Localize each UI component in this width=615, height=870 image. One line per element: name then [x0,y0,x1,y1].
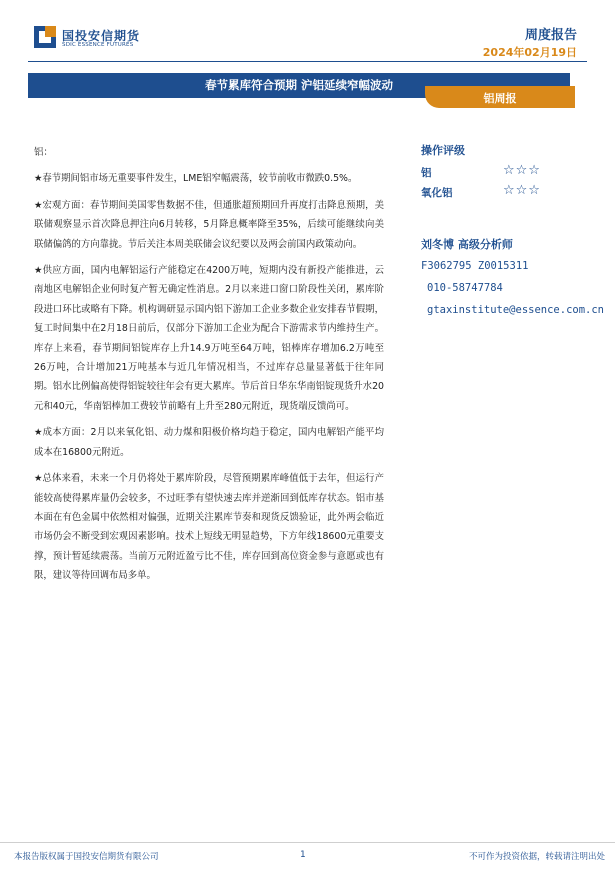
star-rating-icon: ☆☆☆ [503,163,541,178]
report-date: 2024年02月19日 [482,46,577,59]
rating-name: 氧化铝 [421,187,453,199]
category-tag [425,86,575,108]
company-logo [34,26,194,52]
page-number: 1 [300,850,306,860]
report-body [34,143,384,593]
rating-name: 铝 [421,167,432,179]
body-paragraph: 铝： [34,147,53,158]
rating-heading: 操作评级 [421,144,465,157]
analyst-phone: 010-58747784 [427,282,503,294]
body-paragraph: ★宏观方面：春节期间美国零售数据不佳，但通胀超预期回升再度打击降息预期，美联储观察显示首次降息押注向6月转移，5月降息概率降至35%，后续可能继续向美联储偏鸽的方向靠拢。节后关注本周美联储会议纪要以及两会前国内政策动向。 [34,199,384,250]
report-title: 春节累库符合预期 沪铝延续窄幅波动 [204,78,393,92]
body-paragraph: ★总体来看，未来一个月仍将处于累库阶段，尽管预期累库峰值低于去年，但运行产能较高使得累库量仍会较多，不过旺季有望快速去库并逆渐回到低库存状态。铝市基本面在有色金属中依然相对偏强，近期关注累库节奏和现货反馈验证，此外两会临近市场仍会不断受到宏观因素影响。技术上短线无明显趋势，下方年线18600元重要支撑，预计暂延续震荡。当前万元附近盈亏比不佳，库存回到高位资金参与意愿或也有限，建议等待回调布局多单。 [34,473,384,582]
body-paragraph: ★春节期间铝市场无重要事件发生，LME铝窄幅震荡，较节前收市微跌0.5%。 [34,173,358,185]
rating-row [421,162,615,182]
analyst-name: 刘冬博 高级分析师 [421,238,513,251]
logo-mark-icon [34,26,56,48]
header-divider [28,61,587,62]
sidebar [421,142,615,321]
body-paragraph: ★供应方面，国内电解铝运行产能稳定在4200万吨，短期内没有新投产能推进，云南地区电解铝企业何时复产暂无确定性消息。2月以来进口窗口阶段性关闭，累库阶段进口环比或略有下降。机构调研显示国内铝下游加工企业多数企业安排春节假期，复工时间集中在2月18日前后，仅部分下游加工企业为配合下游需求节内维持生产。库存上来看，春节期间铝锭库存上升14.9万吨至64万吨，铝棒库存增加6.2万吨至26万吨，合计增加21万吨基本与近几年情况相当，不过库存总量显著低于往年同期。铝水比例偏高使得铝锭较往年会有更大累库。节后首日华东华南铝锭现货升水20元和40元，华南铝棒加工费较节前略有上升至280元附近，现货端反馈尚可。 [34,265,384,412]
rating-row [421,182,615,202]
report-type: 周度报告 [524,28,577,43]
analyst-email[interactable]: gtaxinstitute@essence.com.cn [427,304,605,316]
footer-copyright: 本报告版权属于国投安信期货有限公司 [14,852,159,862]
logo-en-text: SDIC ESSENCE FUTURES [62,42,134,48]
star-rating-icon: ☆☆☆ [503,183,541,198]
footer-disclaimer: 不可作为投资依据，转载请注明出处 [468,852,605,862]
footer-divider [0,842,615,843]
body-paragraph: ★成本方面：2月以来氧化铝、动力煤和阳极价格均趋于稳定，国内电解铝产能平均成本在16800元附近。 [34,427,384,458]
category-tag-label: 铝周报 [483,92,517,105]
logo-cn-text: 国投安信期货 [62,29,141,43]
analyst-cert: F3062795 Z0015311 [421,260,529,272]
